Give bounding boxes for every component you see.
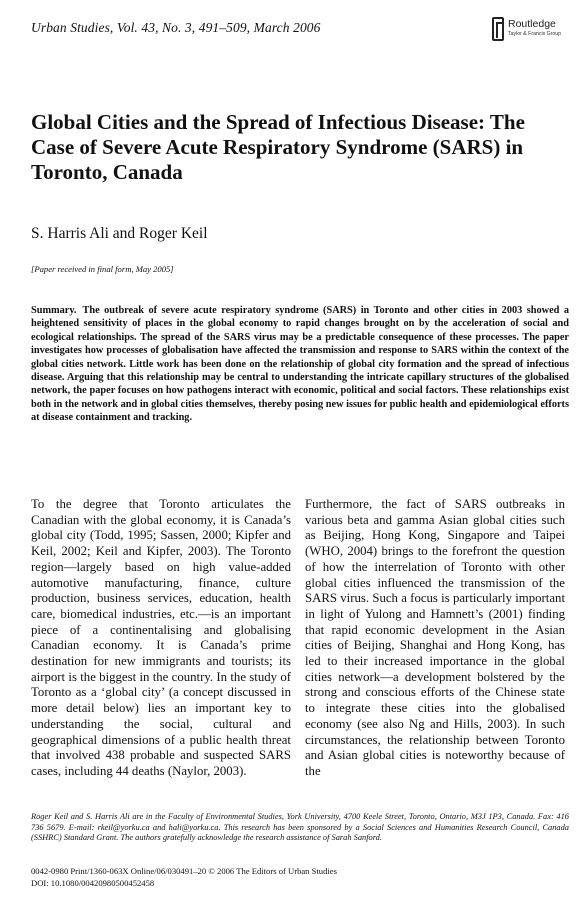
journal-reference: Urban Studies, Vol. 43, No. 3, 491–509, March 2006: [31, 20, 321, 35]
issn-line: 0042-0980 Print/1360-063X Online/06/030491–20 © 2006 The Editors of Urban Studies: [31, 866, 337, 876]
doi-line: DOI: 10.1080/00420980500452458: [31, 877, 155, 888]
article-authors: S. Harris Ali and Roger Keil: [31, 225, 208, 242]
publisher-logo: [492, 17, 572, 43]
abstract: [31, 304, 569, 425]
publisher-subtitle: Taylor & Francis Group: [508, 31, 562, 37]
abstract-text: The outbreak of severe acute respiratory syndrome (SARS) in Toronto and other cities in 2003 showed a heightened sensitivity of places in the global economy to rapid changes brought on by the acceleration of social and ecological relationships. The spread of the SARS virus may be a predictable consequence of these processes. The paper investigates how processes of globalisation have affected the transmission and response to SARS within the context of the global cities network. Little work has been done on the relationship of global city formation and the spread of infectious disease. Arguing that this relationship may be central to understanding the intricate capillary structures of the globalised network, the paper focuses on how pathogens interact with economic, political and social factors. These relationships exist both in the network and in global cities themselves, thereby posing new issues for public health and epidemiological efforts at disease containment and tracking.: [31, 305, 569, 424]
received-date: [Paper received in final form, May 2005]: [31, 264, 174, 274]
author-footnote: Roger Keil and S. Harris Ali are in the Faculty of Environmental Studies, York University, 4700 Keele Street, Toronto, Ontario, M3J 1P3, Canada. Fax: 416 736 5679. E-mail: rkeil@yorku.ca and hali@yorku.ca. This research has been sponsored by a Social Sciences and Humanities Research Council, Canada (SSHRC) Standard Grant. The authors gratefully acknowledge the research assistance of Sarah Sanford.: [31, 812, 569, 842]
routledge-logo-icon: [492, 17, 504, 41]
article-title: Global Cities and the Spread of Infectious Disease: The Case of Severe Acute Respiratory Syndrome (SARS) in Toronto, Canada: [31, 110, 525, 184]
publisher-name: Routledge: [508, 18, 556, 30]
abstract-label: Summary.: [31, 305, 77, 316]
publication-meta: [31, 866, 337, 889]
body-column-right: Furthermore, the fact of SARS outbreaks in various beta and gamma Asian global cities such as Beijing, Hong Kong, Singapore and Taipei (WHO, 2004) brings to the forefront the question of how the interrelation of Toronto with other global cities influenced the transmission of the SARS virus. Such a focus is particularly important in light of Yulong and Hamnett’s (2001) finding that rapid economic development in the Asian cities of Beijing, Shanghai and Hong Kong, has led to their increased importance in the global cities network—a development bolstered by the strong and conscious efforts of the Chinese state to integrate these cities into the globalised economy (see also Ng and Hills, 2003). In such circumstances, the relationship between Toronto and Asian global cities is noteworthy because of the: [305, 497, 565, 778]
body-column-left: To the degree that Toronto articulates the Canadian with the global economy, it is Canada’s global city (Todd, 1995; Sassen, 2000; Kipfer and Keil, 2002; Keil and Kipfer, 2003). The Toronto region—largely based on high value-added automotive manufacturing, finance, culture production, business services, education, health care, biomedical industries, etc.—is an important piece of a continentalising and globalising Canadian economy. It is Canada’s prime destination for new immigrants and tourists; its airport is the biggest in the country. In the study of Toronto as a ‘global city’ (a concept discussed in more detail below) lies an important key to understanding the social, cultural and geographical dimensions of a public health threat that involved 438 probable and suspected SARS cases, including 44 deaths (Naylor, 2003).: [31, 497, 291, 778]
